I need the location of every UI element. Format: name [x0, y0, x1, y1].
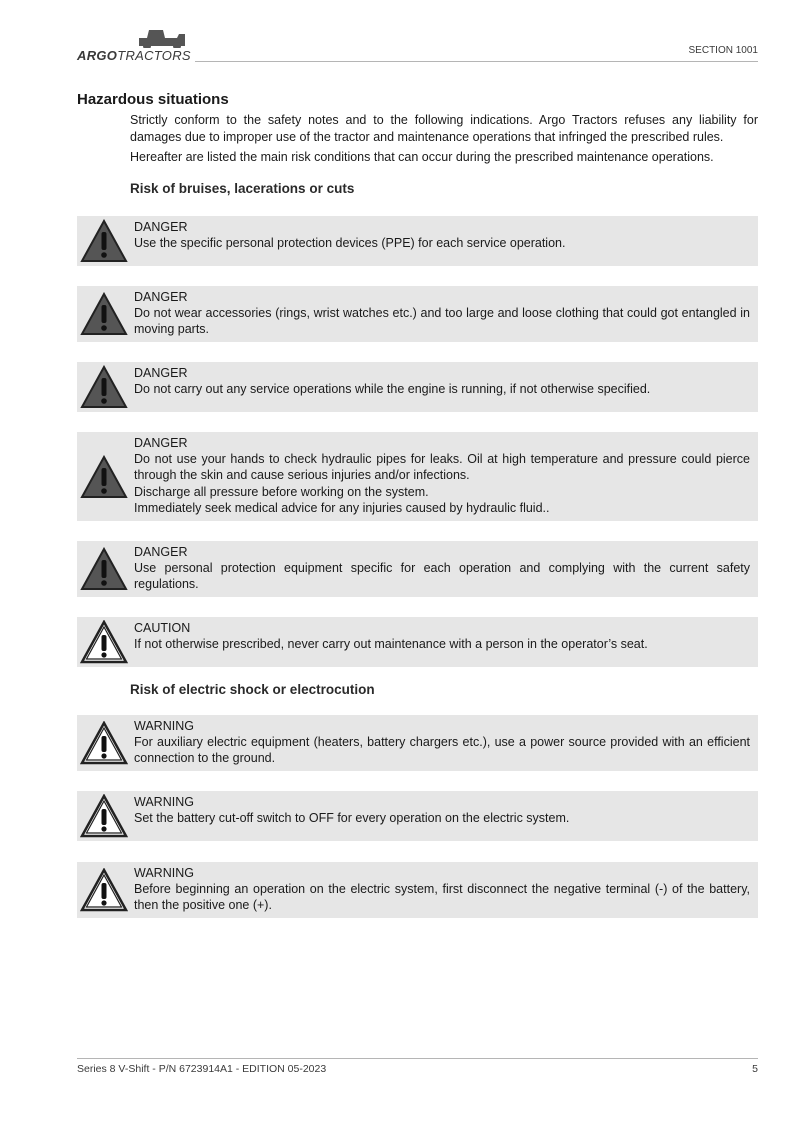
notice-box — [77, 715, 758, 771]
footer-edition: Series 8 V-Shift - P/N 6723914A1 - EDITION 05-2023 — [77, 1063, 327, 1075]
warning-outline-icon — [80, 868, 128, 912]
notice-text: Immediately seek medical advice for any injuries caused by hydraulic fluid.. — [134, 500, 550, 515]
subsection-title-electric: Risk of electric shock or electrocution — [130, 682, 375, 697]
danger-filled-icon — [80, 547, 128, 591]
subsection-title-bruises: Risk of bruises, lacerations or cuts — [130, 181, 355, 196]
notice-text: Do not carry out any service operations while the engine is running, if not otherwise specified. — [134, 382, 651, 397]
page-header — [77, 24, 758, 64]
danger-filled-icon — [80, 219, 128, 263]
danger-filled-icon — [80, 292, 128, 336]
notice-text: Do not wear accessories (rings, wrist watches etc.) and too large and loose clothing that could got entangled in moving parts. — [134, 306, 750, 337]
argo-tractors-logo — [77, 24, 193, 64]
notice-text: Do not use your hands to check hydraulic pipes for leaks. Oil at high temperature and pressure could pierce through the skin and cause serious injuries and/or infections. — [134, 452, 750, 483]
footer-divider — [77, 1058, 758, 1059]
intro-paragraph-1: Strictly conform to the safety notes and to the following indications. Argo Tractors refuses any liability for damages due to improper use of the tractor and maintenance operations that infringed the prescribed rules. — [130, 113, 758, 144]
notice-level: CAUTION — [134, 621, 191, 635]
notice-text: Use the specific personal protection devices (PPE) for each service operation. — [134, 236, 566, 251]
brand-bold: ARGO — [77, 48, 118, 63]
section-number: SECTION 1001 — [688, 45, 758, 56]
notice-text: Use personal protection equipment specific for each operation and complying with the current safety regulations. — [134, 561, 750, 592]
notice-level: DANGER — [134, 220, 188, 234]
notice-text: If not otherwise prescribed, never carry out maintenance with a person in the operator’s seat. — [134, 637, 648, 652]
notice-level: WARNING — [134, 795, 194, 809]
page-title: Hazardous situations — [77, 91, 229, 108]
caution-outline-icon — [80, 620, 128, 664]
notice-box — [77, 362, 758, 412]
notice-box — [77, 432, 758, 521]
notice-level: DANGER — [134, 545, 188, 559]
tractor-icon — [133, 26, 191, 48]
notice-text: Before beginning an operation on the electric system, first disconnect the negative terminal (-) of the battery, then the positive one (+). — [134, 882, 750, 913]
intro-paragraph-2: Hereafter are listed the main risk conditions that can occur during the prescribed maintenance operations. — [130, 150, 714, 164]
notice-level: WARNING — [134, 719, 194, 733]
notice-text: For auxiliary electric equipment (heaters, battery chargers etc.), use a power source provided with an efficient connection to the ground. — [134, 735, 750, 766]
notice-box — [77, 617, 758, 667]
notice-text: Discharge all pressure before working on the system. — [134, 484, 429, 499]
notice-text: Set the battery cut-off switch to OFF for every operation on the electric system. — [134, 811, 570, 826]
notice-level: DANGER — [134, 436, 188, 450]
notice-box — [77, 541, 758, 597]
notice-box — [77, 862, 758, 918]
notice-level: WARNING — [134, 866, 194, 880]
notice-box — [77, 286, 758, 342]
notice-level: DANGER — [134, 366, 188, 380]
notice-box — [77, 791, 758, 841]
danger-filled-icon — [80, 455, 128, 499]
notice-box — [77, 216, 758, 266]
page-number: 5 — [752, 1063, 758, 1075]
warning-outline-icon — [80, 721, 128, 765]
brand-light: TRACTORS — [117, 48, 191, 63]
notice-level: DANGER — [134, 290, 188, 304]
danger-filled-icon — [80, 365, 128, 409]
header-divider — [195, 61, 758, 62]
warning-outline-icon — [80, 794, 128, 838]
